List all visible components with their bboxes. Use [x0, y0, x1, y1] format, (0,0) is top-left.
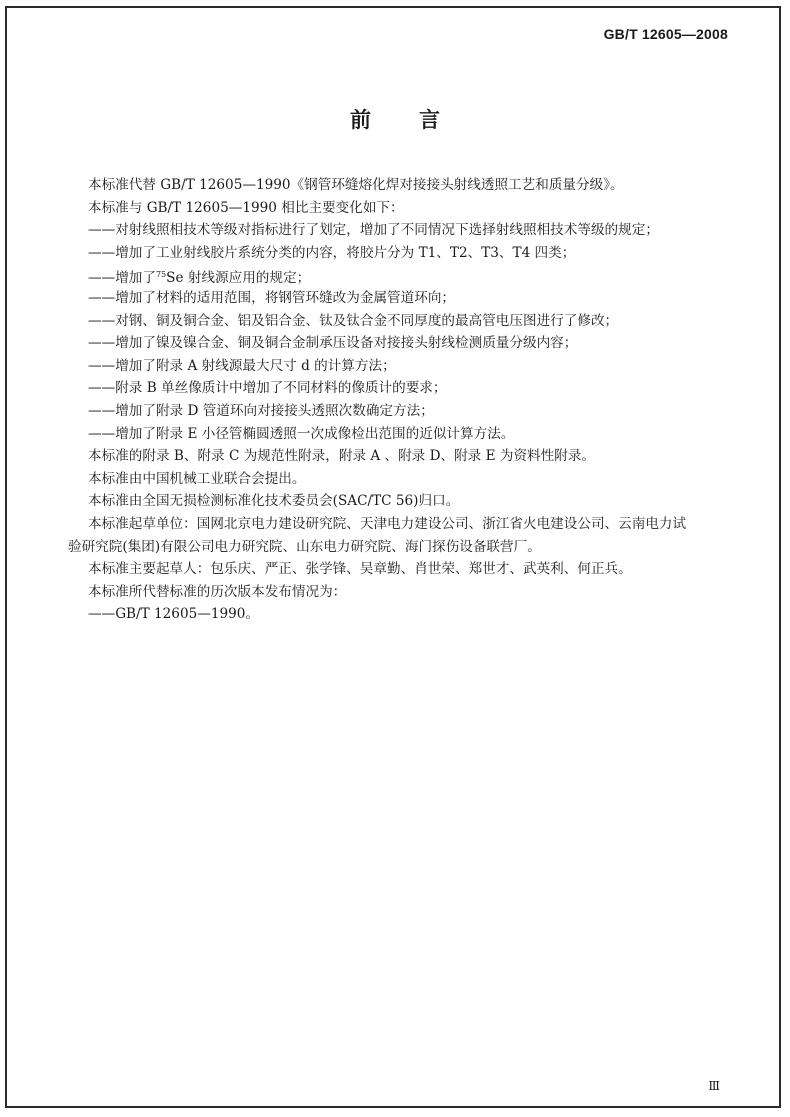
- change-item: [88, 264, 748, 287]
- change-item-prefix: ——增加了: [88, 270, 156, 287]
- change-item: ——对射线照相技术等级对指标进行了划定，增加了不同情况下选择射线照相技术等级的规定；: [88, 222, 659, 239]
- paragraph-line: 验研究院(集团)有限公司电力研究院、山东电力研究院、海门探伤设备联营厂。: [68, 538, 541, 555]
- isotope-mass-number: 75: [155, 270, 167, 280]
- change-item: ——增加了附录 D 管道环向对接接头透照次数确定方法；: [88, 402, 434, 419]
- change-item: ——增加了附录 A 射线源最大尺寸 d 的计算方法；: [88, 357, 396, 374]
- paragraph-line: 本标准起草单位：国网北京电力建设研究院、天津电力建设公司、浙江省火电建设公司、云南电力试: [88, 515, 687, 532]
- paragraph-line: 本标准代替 GB/T 12605—1990《钢管环缝熔化焊对接接头射线透照工艺和质量分级》。: [88, 177, 624, 193]
- change-item: ——增加了附录 E 小径管椭圆透照一次成像检出范围的近似计算方法。: [88, 425, 515, 442]
- paragraph-line: 本标准由全国无损检测标准化技术委员会(SAC/TC 56)归口。: [88, 493, 460, 510]
- foreword-body: [68, 174, 748, 626]
- paragraph-line: 本标准的附录 B、附录 C 为规范性附录，附录 A 、附录 D、附录 E 为资料性附录。: [88, 448, 596, 465]
- change-item: ——附录 B 单丝像质计中增加了不同材料的像质计的要求；: [88, 380, 447, 397]
- change-item-suffix: Se 射线源应用的规定；: [166, 270, 311, 287]
- change-item: ——增加了镍及镍合金、铜及铜合金制承压设备对接接头射线检测质量分级内容；: [88, 335, 578, 352]
- change-item: ——增加了工业射线胶片系统分类的内容，将胶片分为 T1、T2、T3、T4 四类；: [88, 244, 576, 261]
- change-item: ——对钢、铜及铜合金、铝及铝合金、钛及钛合金不同厚度的最高管电压图进行了修改；: [88, 312, 619, 329]
- page-title: 前言: [350, 108, 488, 132]
- standard-code: GB/T 12605—2008: [603, 26, 728, 42]
- page-number: Ⅲ: [708, 1079, 720, 1093]
- change-item: ——GB/T 12605—1990。: [88, 606, 260, 623]
- paragraph-line: 本标准与 GB/T 12605—1990 相比主要变化如下：: [88, 199, 404, 216]
- paragraph-line: 本标准所代替标准的历次版本发布情况为：: [88, 583, 347, 600]
- paragraph-line: 本标准主要起草人：包乐庆、严正、张学锋、吴章勤、肖世荣、郑世才、武英利、何正兵。: [88, 561, 632, 578]
- drafting-units-paragraph: [68, 513, 748, 558]
- paragraph-line: 本标准由中国机械工业联合会提出。: [88, 470, 306, 487]
- change-item: ——增加了材料的适用范围，将钢管环缝改为金属管道环向；: [88, 289, 456, 306]
